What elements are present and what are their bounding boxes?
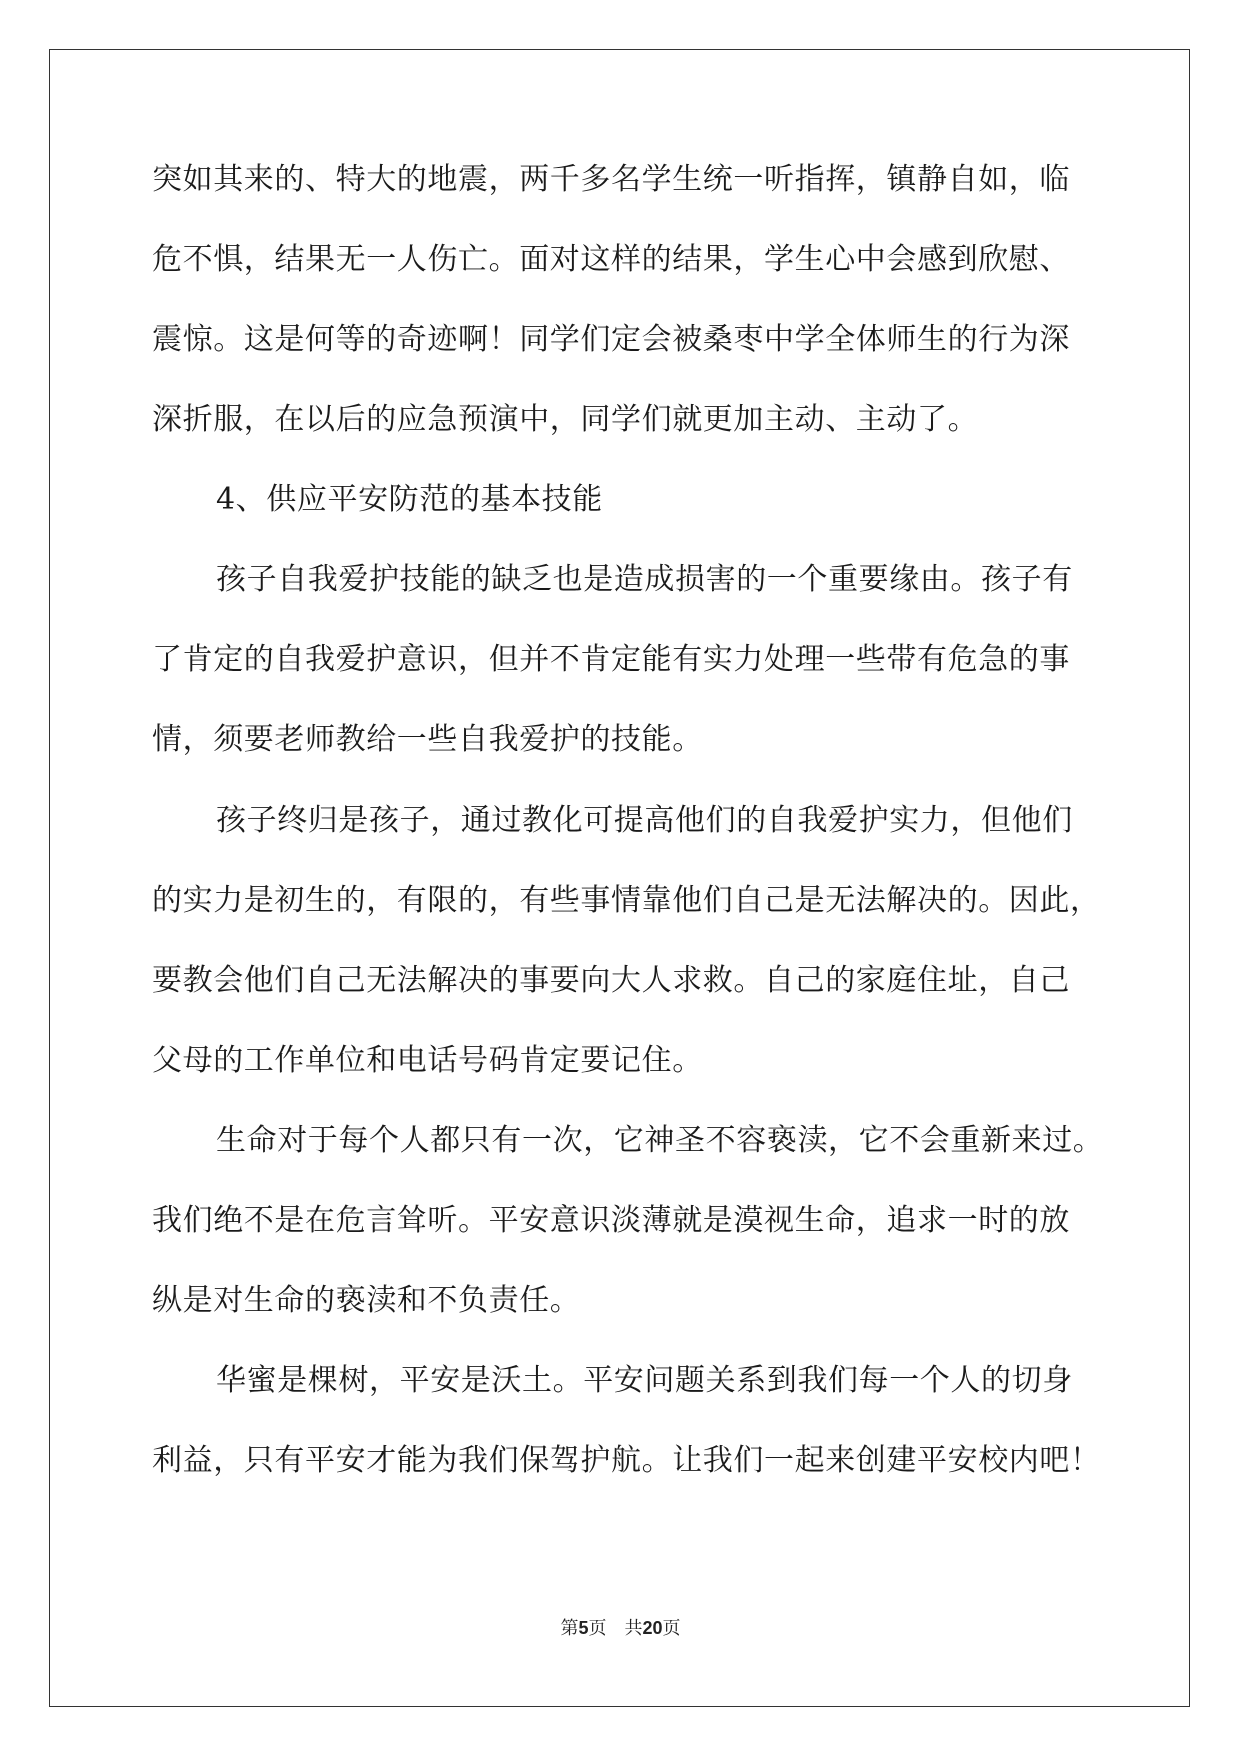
text-line: 孩子自我爱护技能的缺乏也是造成损害的一个重要缘由。孩子有 xyxy=(216,562,1073,597)
page-number-prefix: 第 xyxy=(560,1618,579,1639)
section-heading: 4、供应平安防范的基本技能 xyxy=(216,482,603,517)
text-line: 的实力是初生的，有限的，有些事情靠他们自己是无法解决的。因此， xyxy=(152,883,1101,918)
text-line: 华蜜是棵树，平安是沃土。平安问题关系到我们每一个人的切身 xyxy=(216,1363,1073,1398)
page-number-current: 5 xyxy=(578,1618,589,1638)
text-line: 危不惧，结果无一人伤亡。面对这样的结果，学生心中会感到欣慰、 xyxy=(152,242,1070,277)
page-footer xyxy=(0,1614,1241,1640)
text-line: 情，须要老师教给一些自我爱护的技能。 xyxy=(152,722,703,757)
text-line: 父母的工作单位和电话号码肯定要记住。 xyxy=(152,1043,703,1078)
text-line: 孩子终归是孩子，通过教化可提高他们的自我爱护实力，但他们 xyxy=(216,803,1073,838)
page-total-prefix: 共 xyxy=(624,1618,643,1639)
text-line: 震惊。这是何等的奇迹啊！同学们定会被桑枣中学全体师生的行为深 xyxy=(152,322,1070,357)
text-line: 生命对于每个人都只有一次，它神圣不容亵渎，它不会重新来过。 xyxy=(216,1123,1104,1158)
page-number-total: 20 xyxy=(642,1618,663,1638)
text-line: 利益，只有平安才能为我们保驾护航。让我们一起来创建平安校内吧！ xyxy=(152,1443,1101,1478)
text-line: 要教会他们自己无法解决的事要向大人求救。自己的家庭住址，自己 xyxy=(152,963,1070,998)
page-number-suffix: 页 xyxy=(588,1618,607,1639)
text-line: 突如其来的、特大的地震，两千多名学生统一听指挥，镇静自如，临 xyxy=(152,162,1070,197)
page-total-suffix: 页 xyxy=(662,1618,681,1639)
text-line: 了肯定的自我爱护意识，但并不肯定能有实力处理一些带有危急的事 xyxy=(152,642,1070,677)
text-line: 深折服，在以后的应急预演中，同学们就更加主动、主动了。 xyxy=(152,402,979,437)
text-line: 我们绝不是在危言耸听。平安意识淡薄就是漠视生命，追求一时的放 xyxy=(152,1203,1070,1238)
text-line: 纵是对生命的亵渎和不负责任。 xyxy=(152,1283,581,1318)
